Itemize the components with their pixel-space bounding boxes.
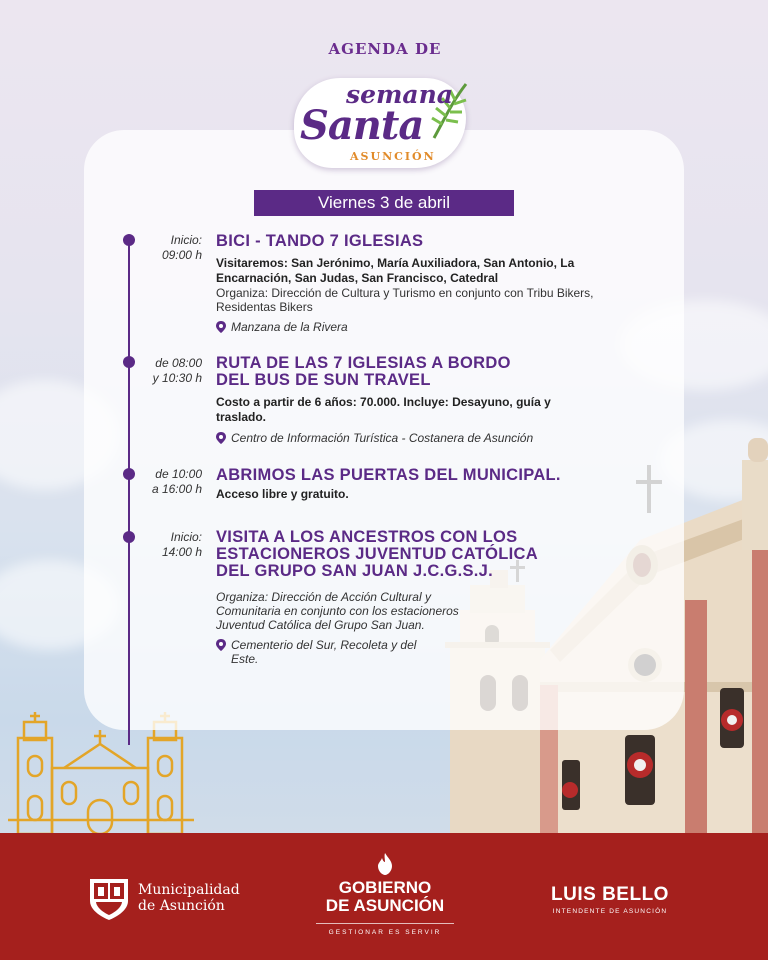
event-organizer: Organiza: Dirección de Cultura y Turismo en conjunto con Tribu Bikers, Residentas Bikers: [216, 286, 594, 314]
gob-line2: DE ASUNCIÓN: [325, 896, 445, 915]
event-time: [130, 356, 202, 386]
event-details: Acceso libre y gratuito.: [216, 487, 349, 501]
gob-line1: GOBIERNO: [338, 878, 432, 897]
gobierno-logo: [316, 853, 454, 936]
muni-line1: Municipalidad: [138, 882, 240, 898]
event-location: [216, 431, 586, 445]
event-location-text: Cementerio del Sur, Recoleta y del Este.: [231, 638, 417, 666]
event-title: RUTA DE LAS 7 IGLESIAS A BORDO DEL BUS DE SUN TRAVEL: [216, 354, 511, 389]
gob-slogan: GESTIONAR ES SERVIR: [316, 923, 454, 936]
logo-santa: Santa: [300, 102, 424, 149]
event-item: [216, 467, 596, 502]
event-time-text: Inicio: 09:00 h: [161, 233, 202, 262]
muni-line2: de Asunción: [138, 898, 225, 914]
location-pin-icon: [216, 432, 226, 444]
event-time-text: Inicio: 14:00 h: [161, 530, 202, 559]
logo-semana: semana: [346, 80, 454, 109]
bello-title: INTENDENTE DE ASUNCIÓN: [552, 908, 668, 915]
event-location-text: Manzana de la Rivera: [231, 320, 348, 334]
event-details: Visitaremos: San Jerónimo, María Auxiliadora, San Antonio, La Encarnación, San Judas, San Francisco, Catedral: [216, 256, 575, 285]
luis-bello-logo: [540, 885, 680, 915]
event-location-text: Centro de Información Turística - Costanera de Asunción: [231, 431, 534, 445]
event-title: BICI - TANDO 7 IGLESIAS: [216, 232, 424, 250]
date-banner: Viernes 3 de abril: [254, 190, 514, 216]
logo-title: AGENDA DE: [328, 40, 442, 58]
event-item: [216, 528, 538, 666]
event-location: [216, 638, 466, 666]
event-time: [130, 467, 202, 497]
municipalidad-logo: [88, 875, 240, 921]
coat-of-arms-icon: [88, 875, 130, 921]
event-details: Costo a partir de 6 años: 70.000. Incluye: Desayuno, guía y traslado.: [216, 395, 551, 424]
location-pin-icon: [216, 321, 226, 333]
event-item: [216, 233, 596, 334]
event-organizer: Organiza: Dirección de Acción Cultural y Comunitaria en conjunto con los estacioneros Juventud Católica del Grupo San Juan.: [216, 590, 459, 632]
semana-santa-logo: [290, 36, 480, 171]
logo-city: ASUNCIÓN: [350, 150, 436, 163]
flame-icon: [376, 853, 394, 875]
event-time-text: de 08:00 y 10:30 h: [152, 356, 202, 385]
footer: [0, 833, 768, 960]
event-item: [216, 355, 586, 445]
location-pin-icon: [216, 639, 226, 651]
event-time-text: de 10:00 a 16:00 h: [151, 467, 202, 496]
event-title: ABRIMOS LAS PUERTAS DEL MUNICIPAL.: [216, 466, 561, 484]
event-title: VISITA A LOS ANCESTROS CON LOS ESTACIONEROS JUVENTUD CATÓLICA DEL GRUPO SAN JUAN J.C.G.S.J.: [216, 528, 538, 580]
municipalidad-name: [138, 882, 240, 914]
event-location: [216, 320, 596, 334]
bello-name: LUIS BELLO: [551, 884, 669, 905]
event-time: [130, 233, 202, 263]
event-time: [130, 530, 202, 560]
